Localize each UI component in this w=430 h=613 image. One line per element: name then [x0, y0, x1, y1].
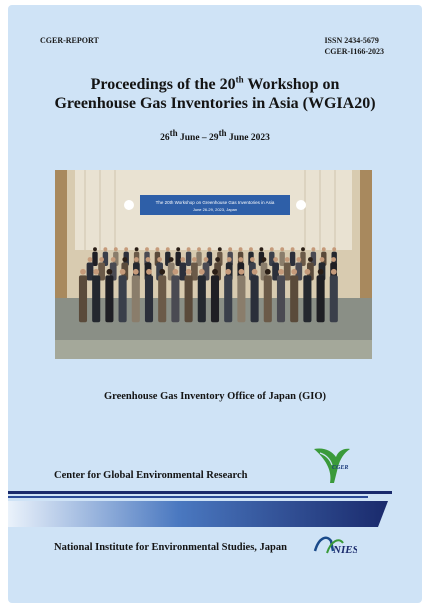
- report-identifiers: [324, 35, 384, 57]
- cger-logo-text: CGER: [332, 465, 349, 471]
- title-line-2: Greenhouse Gas Inventories in Asia (WGIA20): [54, 95, 376, 112]
- report-title: [8, 75, 422, 113]
- report-series: CGER-REPORT: [40, 36, 99, 45]
- cger-logo-icon: [310, 445, 352, 485]
- nies-logo-text: NIES: [333, 544, 357, 556]
- decorative-band: [8, 501, 388, 532]
- group-photo: [55, 170, 372, 359]
- report-cover: [8, 5, 422, 603]
- nies-logo-icon: [313, 531, 357, 557]
- center-name: Center for Global Environmental Research: [54, 470, 248, 481]
- report-number: CGER-I166-2023: [324, 47, 384, 56]
- office-name: Greenhouse Gas Inventory Office of Japan (GIO): [103, 391, 327, 402]
- decorative-stripe: [8, 491, 392, 494]
- workshop-dates: 26th June – 29th June 2023: [160, 128, 270, 144]
- banner-text: The 20th Workshop on Greenhouse Gas Inventories in Asia: [155, 200, 275, 205]
- banner-subtext: June 26-29, 2023, Japan: [192, 207, 238, 212]
- decorative-stripe: [8, 496, 368, 498]
- institute-name: National Institute for Environmental Studies, Japan: [54, 542, 287, 553]
- issn-number: ISSN 2434-5679: [324, 36, 379, 45]
- title-line-1: Proceedings of the 20th Workshop on: [90, 74, 340, 93]
